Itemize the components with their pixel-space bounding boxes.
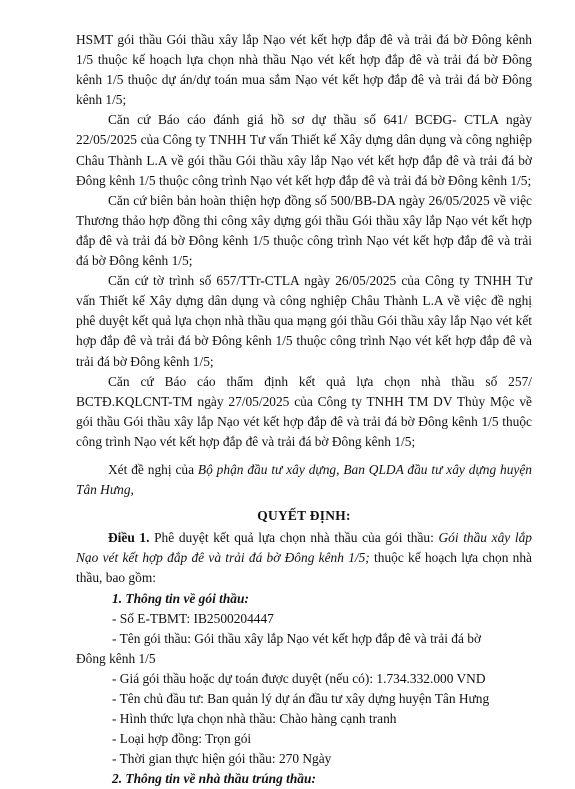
paragraph-proposal	[76, 460, 532, 500]
section-2-heading: 2. Thông tin về nhà thầu trúng thầu:	[112, 771, 316, 787]
proposal-lead: Xét đề nghị của	[108, 461, 198, 477]
paragraph-appraisal-report: Căn cứ Báo cáo thẩm định kết quả lựa chọn nhà thầu số 257/ BCTĐ.KQLCNT-TM ngày 27/05/2025 của Công ty TNHH TM DV Thủy Mộc về gói thầu Gói thầu xây lắp Nạo vét kết hợp đắp đê và trải đá bờ Đông kênh 1/5 thuộc công trình Nạo vét kết hợp đắp đê và trải đá bờ Đông kênh 1/5;	[76, 373, 532, 449]
article-1-text: Phê duyệt kết quả lựa chọn nhà thầu của gói thầu:	[149, 530, 439, 546]
article-1	[76, 528, 532, 588]
list-item-package-name-cont: Đông kênh 1/5	[76, 650, 156, 666]
list-item-duration: - Thời gian thực hiện gói thầu: 270 Ngày	[112, 751, 332, 767]
list-item-etbmt: - Số E-TBMT: IB2500204447	[112, 610, 274, 626]
section-1-heading: 1. Thông tin về gói thầu:	[112, 590, 249, 606]
article-1-tail: thuộc kế hoạch lựa chọn nhà thầu, bao gồm:	[76, 550, 533, 586]
list-item-investor: - Tên chủ đầu tư: Ban quản lý dự án đầu tư xây dựng huyện Tân Hưng	[112, 691, 490, 706]
proposal-unit: Bộ phận đầu tư xây dựng, Ban QLDA đầu tư xây dựng huyện Tân Hưng,	[76, 461, 532, 498]
document-page	[76, 30, 532, 789]
paragraph-evaluation-report: Căn cứ Báo cáo đánh giá hồ sơ dự thầu số 641/ BCĐG- CTLA ngày 22/05/2025 của Công ty TNHH Tư vấn Thiết kế Xây dựng dân dụng và công nghiệp Châu Thành L.A về gói thầu Gói thầu xây lắp Nạo vét kết hợp đắp đê và trải đá bờ Đông kênh 1/5 thuộc công trình Nạo vét kết hợp đắp đê và trải đá bờ Đông kênh 1/5;	[76, 112, 532, 188]
list-item-contract-type: - Loại hợp đồng: Trọn gói	[112, 731, 252, 747]
article-1-package: Gói thầu xây lắp Nạo vét kết hợp đắp đê và trải đá bờ Đông kênh 1/5;	[76, 530, 532, 566]
decision-title: QUYẾT ĐỊNH:	[257, 508, 351, 524]
list-item-selection-method: - Hình thức lựa chọn nhà thầu: Chào hàng cạnh tranh	[112, 711, 397, 727]
paragraph-submission: Căn cứ tờ trình số 657/TTr-CTLA ngày 26/05/2025 của Công ty TNHH Tư vấn Thiết kế Xây dựng dân dụng và công nghiệp Châu Thành L.A về việc đề nghị phê duyệt kết quả lựa chọn nhà thầu qua mạng gói thầu Gói thầu xây lắp Nạo vét kết hợp đắp đê và trải đá bờ Đông kênh 1/5 thuộc công trình Nạo vét kết hợp đắp đê và trải đá bờ Đông kênh 1/5;	[76, 273, 532, 369]
list-item-package-price: - Giá gói thầu hoặc dự toán được duyệt (nếu có): 1.734.332.000 VND	[112, 670, 486, 686]
list-item-package-name: - Tên gói thầu: Gói thầu xây lắp Nạo vét kết hợp đắp đê và trải đá bờ	[112, 630, 482, 646]
paragraph-hsmt: HSMT gói thầu Gói thầu xây lắp Nạo vét kết hợp đắp đê và trải đá bờ Đông kênh 1/5 thuộc kế hoạch lựa chọn nhà thầu Nạo vét kết hợp đắp đê và trải đá bờ Đông kênh 1/5 thuộc dự án/dự toán mua sắm Nạo vét kết hợp đắp đê và trải đá bờ Đông kênh 1/5;	[76, 32, 532, 108]
article-1-label: Điều 1.	[108, 530, 150, 546]
paragraph-contract-minutes: Căn cứ biên bản hoàn thiện hợp đồng số 500/BB-DA ngày 26/05/2025 về việc Thương thảo hợp đồng thi công xây dựng gói thầu Gói thầu xây lắp Nạo vét kết hợp đắp đê và trải đá bờ Đông kênh 1/5 thuộc công trình Nạo vét kết hợp đắp đê và trải đá bờ Đông kênh 1/5;	[76, 192, 532, 269]
